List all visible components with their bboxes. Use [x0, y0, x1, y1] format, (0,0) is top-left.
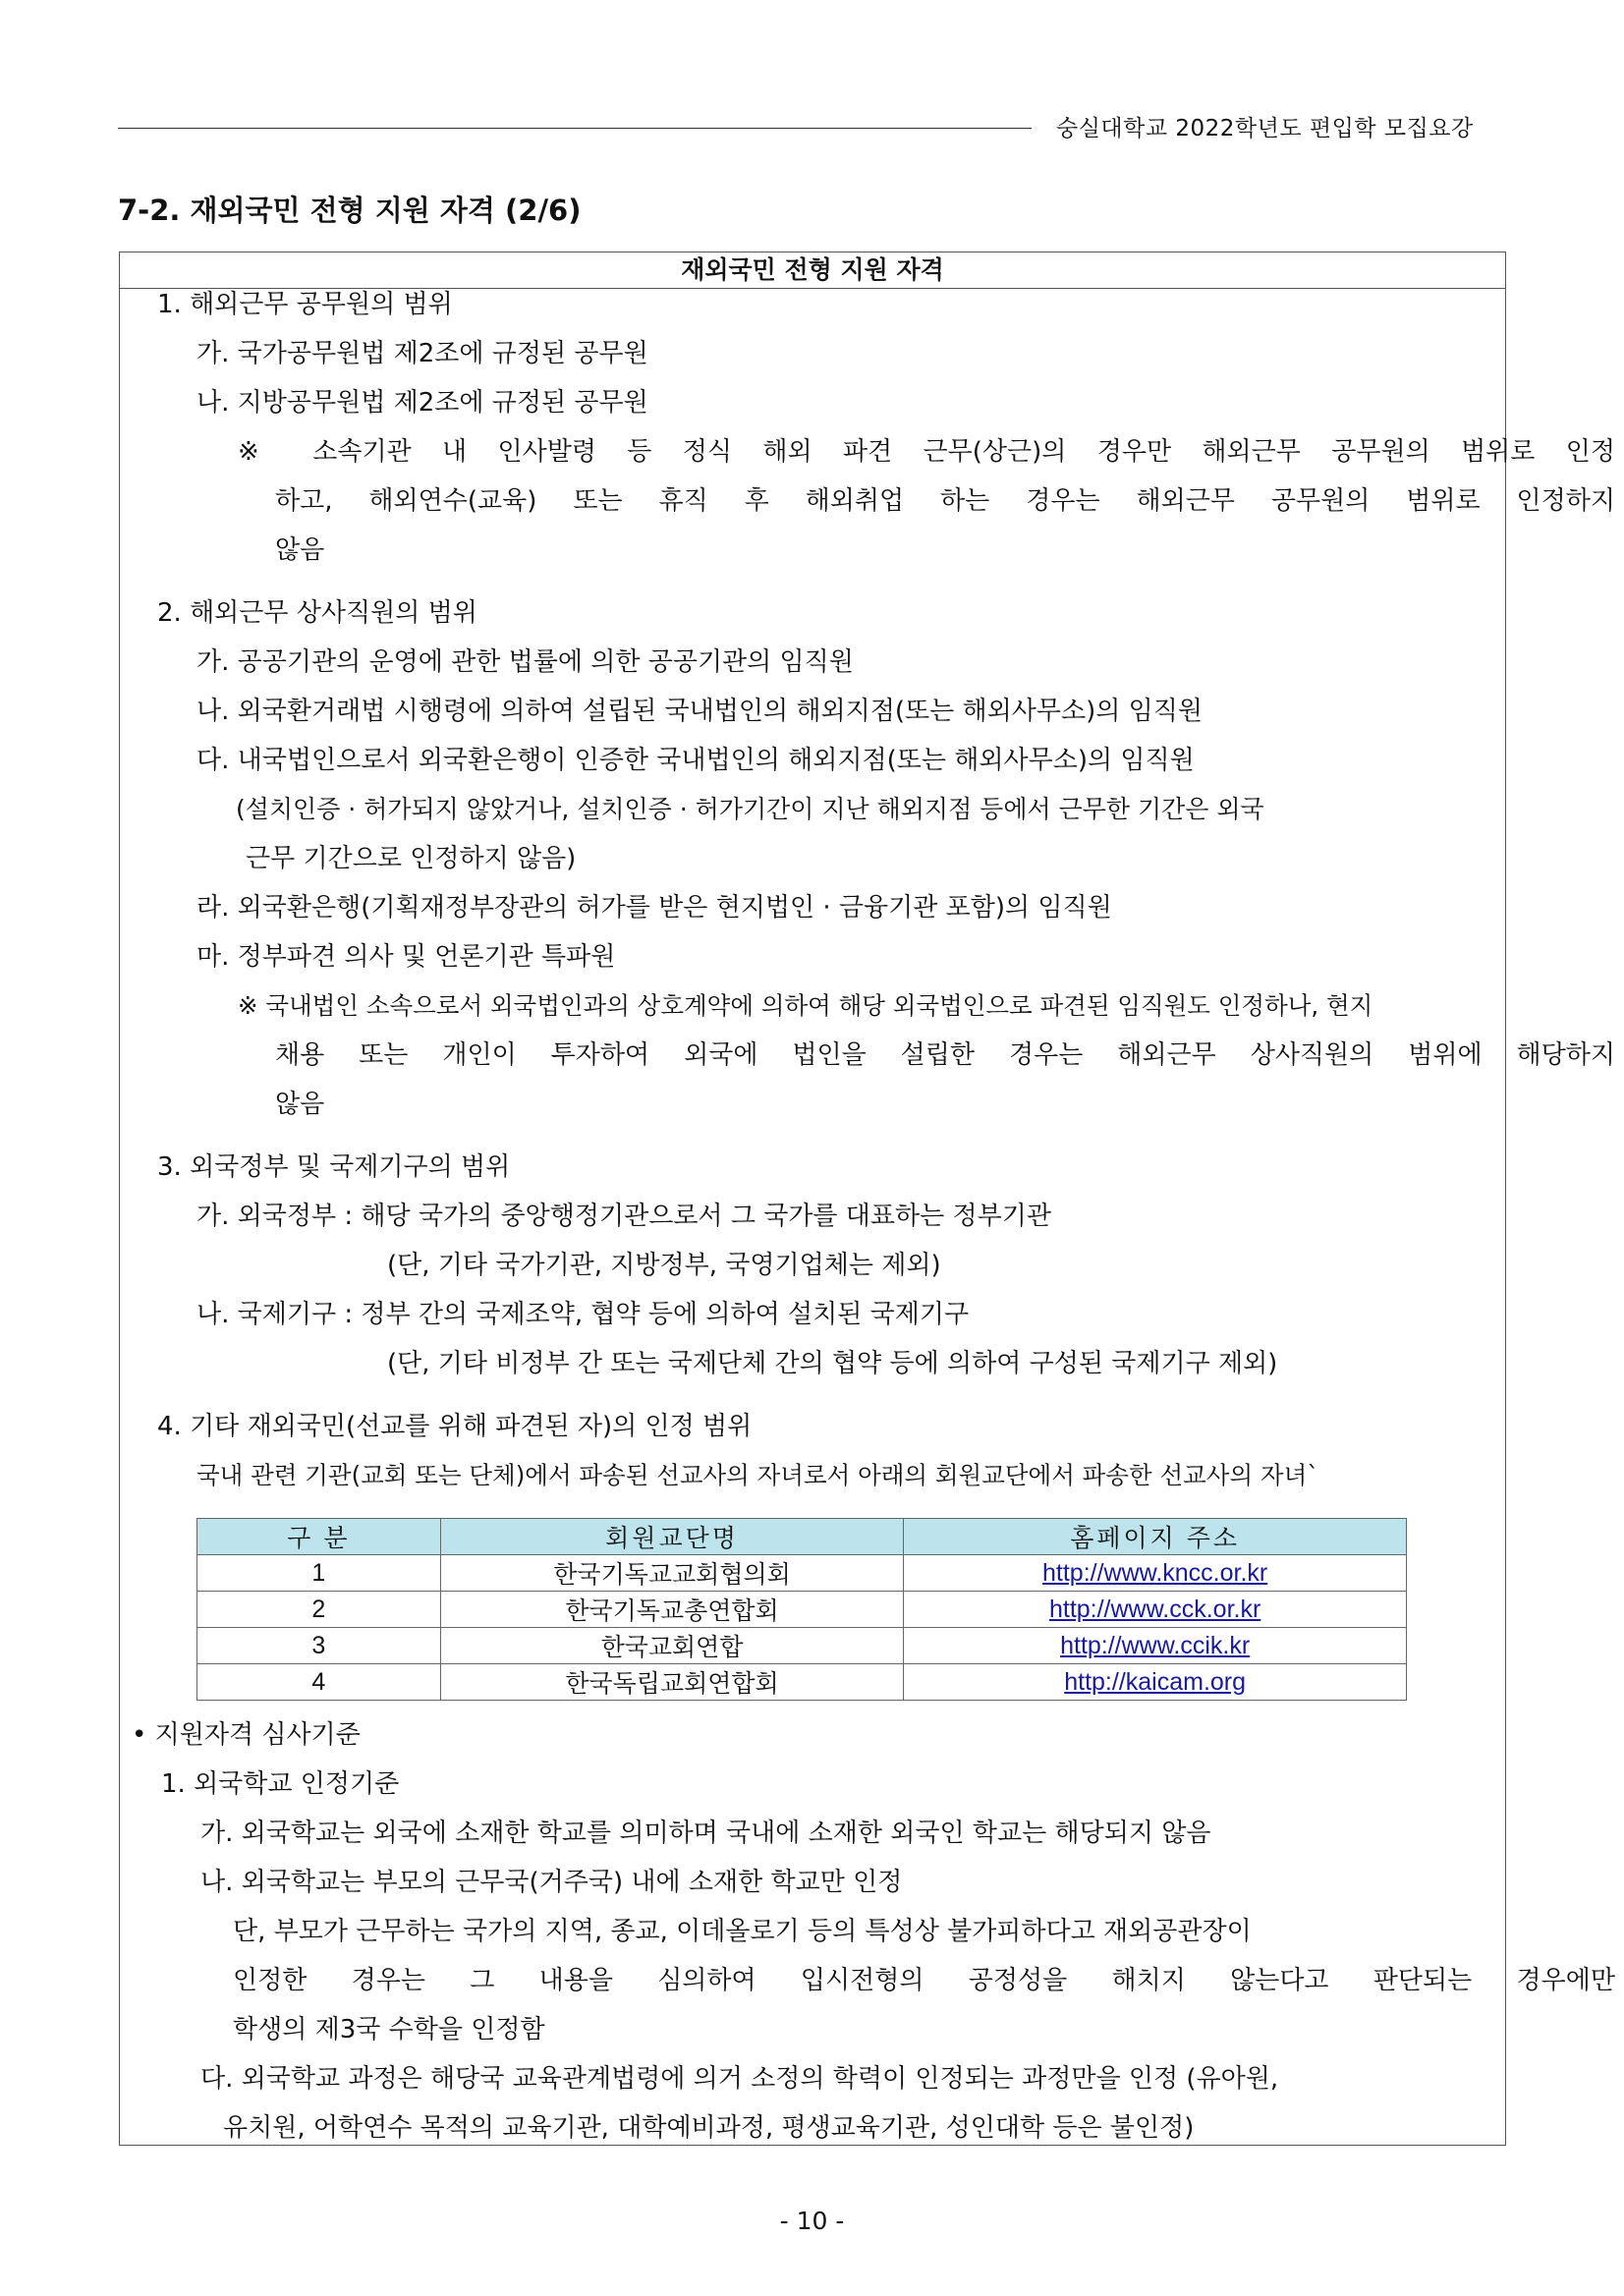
criteria-1-da-note: 유치원, 어학연수 목적의 교육기관, 대학예비과정, 평생교육기관, 성인대학 등은 불인정): [223, 2113, 1195, 2143]
box-title: 재외국민 전형 지원 자격: [120, 252, 1505, 289]
item-2-ga: 가. 공공기관의 운영에 관한 법률에 의한 공공기관의 임직원: [196, 647, 854, 677]
item-3-ga-note: (단, 기타 국가기관, 지방정부, 국영기업체는 제외): [387, 1251, 941, 1280]
criteria-1-na-note-3: 학생의 제3국 수학을 인정함: [233, 2015, 545, 2044]
table-row: [197, 1555, 1407, 1592]
item-1-heading: 1. 해외근무 공무원의 범위: [157, 290, 453, 319]
row-no: 3: [197, 1628, 441, 1664]
item-2-ra: 라. 외국환은행(기획재정부장관의 허가를 받은 현지법인 · 금융기관 포함)의 임직원: [196, 893, 1112, 923]
item-3-na-note: (단, 기타 비정부 간 또는 국제단체 간의 협약 등에 의하여 구성된 국제기구 제외): [387, 1349, 1278, 1378]
row-no: 1: [197, 1555, 441, 1592]
row-name: 한국기독교총연합회: [440, 1592, 904, 1628]
criteria-1-na-note-2: 인정한 경우는 그 내용을 심의하여 입시전형의 공정성을 해치지 않는다고 판단되는 경우에만: [233, 1966, 1615, 1995]
page-number: - 10 -: [779, 2207, 845, 2235]
homepage-link[interactable]: http://www.cck.or.kr: [904, 1592, 1407, 1628]
item-2-ma: 마. 정부파견 의사 및 언론기관 특파원: [196, 942, 616, 972]
item-2-note-line-3: 않음: [275, 1090, 325, 1119]
criteria-1-na-note-1: 단, 부모가 근무하는 국가의 지역, 종교, 이데올로기 등의 특성상 불가피하다고 재외공관장이: [233, 1917, 1252, 1946]
col-header-url: 홈페이지 주소: [904, 1519, 1407, 1555]
item-1-na: 나. 지방공무원법 제2조에 규정된 공무원: [196, 388, 648, 418]
item-3-ga: 가. 외국정부 : 해당 국가의 중앙행정기관으로서 그 국가를 대표하는 정부기관: [196, 1202, 1052, 1231]
col-header-name: 회원교단명: [440, 1519, 904, 1555]
header-rule: [118, 128, 1032, 129]
table-row: [197, 1664, 1407, 1701]
homepage-link[interactable]: http://www.ccik.kr: [904, 1628, 1407, 1664]
missionary-denomination-table: [196, 1518, 1407, 1701]
row-no: 4: [197, 1664, 441, 1701]
item-4-heading: 4. 기타 재외국민(선교를 위해 파견된 자)의 인정 범위: [157, 1412, 753, 1441]
item-2-da-note-2: 근무 기간으로 인정하지 않음): [246, 844, 577, 873]
row-name: 한국독립교회연합회: [440, 1664, 904, 1701]
table-row: [197, 1592, 1407, 1628]
section-title: 7-2. 재외국민 전형 지원 자격 (2/6): [118, 194, 582, 227]
row-name: 한국교회연합: [440, 1628, 904, 1664]
item-2-note-line-1: ※ 국내법인 소속으로서 외국법인과의 상호계약에 의하여 해당 외국법인으로 파견된 임직원도 인정하나, 현지: [238, 991, 1373, 1020]
item-2-na: 나. 외국환거래법 시행령에 의하여 설립된 국내법인의 해외지점(또는 해외사무소)의 임직원: [196, 697, 1203, 726]
criteria-1-na: 나. 외국학교는 부모의 근무국(거주국) 내에 소재한 학교만 인정: [200, 1868, 903, 1897]
criteria-1-da: 다. 외국학교 과정은 해당국 교육관계법령에 의거 소정의 학력이 인정되는 과정만을 인정 (유아원,: [200, 2064, 1279, 2094]
col-header-no: 구 분: [197, 1519, 441, 1555]
row-no: 2: [197, 1592, 441, 1628]
item-1-note-line-3: 않음: [275, 535, 325, 565]
table-row: [197, 1628, 1407, 1664]
header-text: 숭실대학교 2022학년도 편입학 모집요강: [1056, 116, 1474, 141]
qualification-box: [119, 252, 1615, 2146]
row-name: 한국기독교교회협의회: [440, 1555, 904, 1592]
item-1-ga: 가. 국가공무원법 제2조에 규정된 공무원: [196, 339, 648, 368]
item-1-note-line-1: ※ 소속기관 내 인사발령 등 정식 해외 파견 근무(상근)의 경우만 해외근무 공무원의 범위로 인정: [238, 437, 1615, 467]
table-header-row: [197, 1519, 1407, 1555]
item-2-da: 다. 내국법인으로서 외국환은행이 인증한 국내법인의 해외지점(또는 해외사무소)의 임직원: [196, 746, 1195, 775]
item-3-na: 나. 국제기구 : 정부 간의 국제조약, 협약 등에 의하여 설치된 국제기구: [196, 1300, 970, 1329]
homepage-link[interactable]: http://kaicam.org: [904, 1664, 1407, 1701]
criteria-1-ga: 가. 외국학교는 외국에 소재한 학교를 의미하며 국내에 소재한 외국인 학교는 해당되지 않음: [200, 1819, 1211, 1848]
screening-criteria-heading: • 지원자격 심사기준: [132, 1720, 361, 1750]
item-2-da-note-1: (설치인증 · 허가되지 않았거나, 설치인증 · 허가기간이 지난 해외지점 등에서 근무한 기간은 외국: [236, 795, 1264, 823]
item-2-heading: 2. 해외근무 상사직원의 범위: [157, 598, 477, 628]
item-3-heading: 3. 외국정부 및 국제기구의 범위: [157, 1152, 511, 1182]
homepage-link[interactable]: http://www.kncc.or.kr: [904, 1555, 1407, 1592]
item-4-description: 국내 관련 기관(교회 또는 단체)에서 파송된 선교사의 자녀로서 아래의 회원교단에서 파송한 선교사의 자녀`: [196, 1461, 1319, 1489]
criteria-1-heading: 1. 외국학교 인정기준: [161, 1769, 400, 1799]
item-1-note-line-2: 하고, 해외연수(교육) 또는 휴직 후 해외취업 하는 경우는 해외근무 공무원의 범위로 인정하지: [275, 486, 1615, 516]
item-2-note-line-2: 채용 또는 개인이 투자하여 외국에 법인을 설립한 경우는 해외근무 상사직원의 범위에 해당하지: [275, 1040, 1615, 1070]
